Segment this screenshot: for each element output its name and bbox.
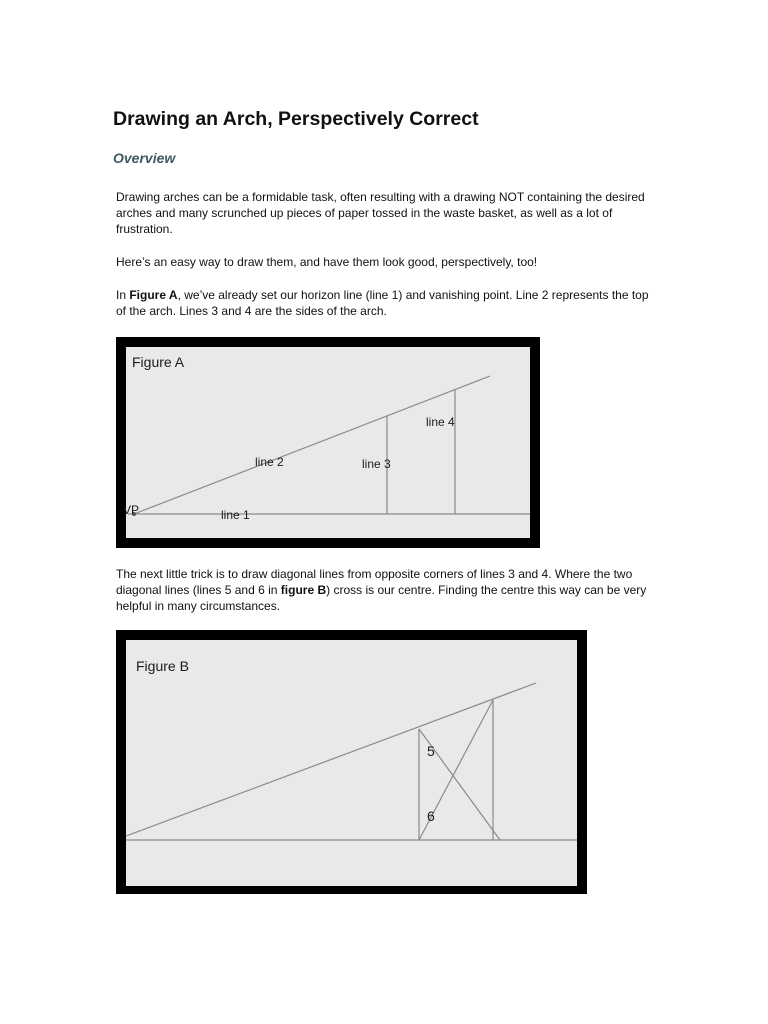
paragraph-text: ) cross is our centre. Finding the centre this way can be very helpful in many circumstances.	[116, 583, 647, 613]
label-line-6: 6	[427, 808, 435, 824]
label-line-5: 5	[427, 743, 435, 759]
figure-a-drawing	[116, 337, 540, 548]
label-line-3: line 3	[362, 457, 391, 471]
label-line-4: line 4	[426, 415, 455, 429]
paragraph-easy-way: Here’s an easy way to draw them, and have them look good, perspectively, too!	[116, 255, 538, 269]
paragraph-diagonal-trick	[116, 566, 656, 614]
paragraph-intro: Drawing arches can be a formidable task, often resulting with a drawing NOT containing the desired arches and many scrunched up pieces of paper tossed in the waste basket, as well as a lot of frustration.	[116, 190, 645, 236]
document-title: Drawing an Arch, Perspectively Correct	[113, 108, 479, 130]
figure-b-title: Figure B	[136, 658, 189, 674]
label-vp: VP	[123, 503, 140, 517]
figure-a-image	[116, 337, 540, 548]
figure-a-reference: Figure A	[129, 288, 178, 302]
figure-a-title: Figure A	[132, 354, 185, 370]
paragraph-text: , we’ve already set our horizon line (line 1) and vanishing point. Line 2 represents the top of the arch. Lines 3 and 4 are the sides of the arch.	[116, 288, 649, 318]
paragraph-figure-a-explanation	[116, 287, 656, 319]
figure-a-paper	[126, 347, 530, 538]
label-line-2: line 2	[255, 455, 284, 469]
figure-b-image	[116, 630, 587, 894]
section-heading-overview: Overview	[113, 150, 176, 166]
figure-b-drawing	[116, 630, 587, 894]
paragraph-text: The next little trick is to draw diagonal lines from opposite corners of lines 3 and 4. Where the two diagonal lines (lines 5 and 6 in	[116, 567, 633, 597]
figure-b-paper	[126, 640, 577, 886]
figure-b-reference: figure B	[280, 583, 327, 597]
label-line-1: line 1	[221, 508, 250, 522]
paragraph-text: In	[116, 288, 130, 302]
